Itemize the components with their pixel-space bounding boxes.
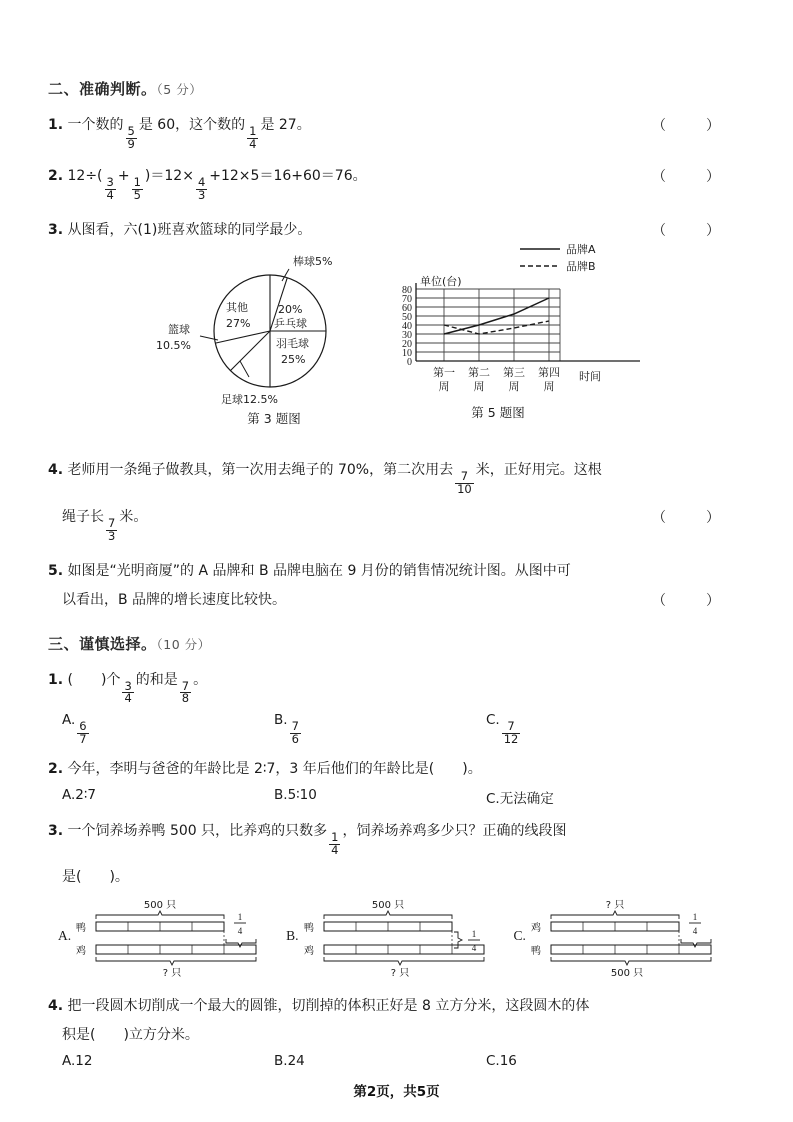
question-text: 12÷( xyxy=(67,168,103,185)
fraction-6-7: $\frac{6}{7}$ xyxy=(79,719,87,746)
question-judgement-4 xyxy=(48,460,733,543)
answer-blank[interactable]: （ ） xyxy=(652,118,733,134)
question-text: 把一段圆木切削成一个最大的圆锥，切削掉的体积正好是 8 立方分米，这段圆木的体 xyxy=(67,997,590,1014)
question-text[interactable]: ( )个 xyxy=(67,671,121,688)
question-judgement-5 xyxy=(48,561,733,611)
question-text-plus: + xyxy=(117,168,130,185)
section-title: 二、准确判断。 xyxy=(48,80,157,98)
line-chart-caption: 第 5 题图 xyxy=(471,404,525,420)
legend-label-brand-a: 品牌A xyxy=(566,242,596,256)
option-b[interactable] xyxy=(274,1053,486,1069)
pie-label-badminton: 羽毛球 xyxy=(276,336,309,350)
fraction-1-4: $\frac{1}{4}$ xyxy=(249,123,257,151)
section-score: （10 分） xyxy=(156,636,211,652)
option-label-b: B. xyxy=(286,927,299,943)
segment-extra-numerator: 1 xyxy=(471,928,476,939)
question-line-2[interactable] xyxy=(62,867,733,888)
svg-text:周: 周 xyxy=(543,379,555,393)
legend-label-brand-b: 品牌B xyxy=(566,259,596,273)
choice-options-1 xyxy=(62,712,733,745)
question-text: 一个饲养场养鸭 500 只，比养鸡的只数多 xyxy=(67,823,328,840)
pie-divider-basketball xyxy=(215,331,270,343)
question-text-line2: 积是( )立方分米。 xyxy=(62,1026,199,1043)
question-judgement-1 xyxy=(48,115,733,150)
line-chart xyxy=(378,237,718,409)
svg-text:周: 周 xyxy=(508,379,520,393)
question-text-mid: 的和是 xyxy=(135,671,178,688)
grid-lines xyxy=(416,289,560,361)
fraction-1-5: $\frac{1}{5}$ xyxy=(133,175,141,203)
fraction-1-4: $\frac{1}{4}$ xyxy=(331,830,339,858)
svg-text:周: 周 xyxy=(473,379,485,393)
fraction-7-12: $\frac{7}{12}$ xyxy=(503,719,519,746)
segment-row-label-bottom: 鸭 xyxy=(530,945,541,957)
option-label: B. xyxy=(274,1052,288,1069)
segment-figure-c xyxy=(529,898,737,980)
pie-label-other: 其他 xyxy=(226,300,248,314)
y-tick-labels xyxy=(402,285,412,368)
svg-text:第四: 第四 xyxy=(538,365,560,379)
question-choice-2 xyxy=(48,759,733,780)
question-text: 如图是“光明商厦”的 A 品牌和 B 品牌电脑在 9 月份的销售情况统计图。从图中可 xyxy=(67,562,571,579)
fraction-4-3: $\frac{4}{3}$ xyxy=(197,175,206,203)
svg-text:70: 70 xyxy=(402,293,412,305)
question-choice-1 xyxy=(48,670,733,705)
option-a[interactable] xyxy=(62,1053,274,1069)
option-text: 12 xyxy=(75,1052,93,1069)
question-line-2[interactable] xyxy=(62,1025,733,1046)
svg-text:10: 10 xyxy=(402,347,412,359)
svg-text:50: 50 xyxy=(402,311,412,323)
fraction-7-8: $\frac{7}{8}$ xyxy=(181,678,190,706)
segment-figure-b xyxy=(302,898,510,980)
segment-extra-numerator: 1 xyxy=(692,911,698,922)
question-number: 4. xyxy=(48,997,64,1014)
question-text-end: 米，正好用完。这根 xyxy=(475,461,602,478)
option-label-a: A. xyxy=(58,927,72,943)
question-number: 2. xyxy=(48,761,64,778)
option-a[interactable] xyxy=(62,787,274,807)
question-line-2 xyxy=(62,507,733,542)
section-title: 三、谨慎选择。 xyxy=(48,634,157,653)
fraction-7-10: $\frac{7}{10}$ xyxy=(457,468,472,496)
svg-text:40: 40 xyxy=(402,320,412,332)
section-score: （5 分） xyxy=(156,82,203,97)
question-text-end: 。 xyxy=(193,671,208,688)
x-tick-labels xyxy=(433,366,560,393)
question-text: 老师用一条绳子做教具，第一次用去绳子的 70%，第二次用去 xyxy=(67,461,454,478)
pie-label-football: 足球12.5% xyxy=(221,392,278,406)
fraction-5-9: $\frac{5}{9}$ xyxy=(127,123,135,151)
option-b[interactable] xyxy=(274,712,486,745)
pie-label-pingpong: 乒乓球 xyxy=(274,316,307,330)
svg-text:周: 周 xyxy=(438,379,450,393)
pie-label-badminton-value: 25% xyxy=(281,352,306,366)
segment-row-label-top: 鸭 xyxy=(303,922,314,934)
question-number: 1. xyxy=(48,117,64,133)
fraction-3-4: $\frac{3}{4}$ xyxy=(106,175,114,203)
line-chart-figure xyxy=(378,237,718,421)
y-axis-label: 单位(台) xyxy=(420,274,462,288)
pie-leader-baseball xyxy=(282,269,289,281)
pie-label-other-value: 27% xyxy=(226,316,251,330)
option-label-c: C. xyxy=(513,927,526,943)
segment-brace-top-label: 500 只 xyxy=(371,899,404,911)
option-label: B. xyxy=(274,712,288,729)
fraction-7-6: $\frac{7}{6}$ xyxy=(291,719,299,746)
option-a[interactable] xyxy=(62,712,274,745)
answer-blank[interactable]: （ ） xyxy=(652,222,733,239)
svg-text:0: 0 xyxy=(407,356,412,368)
question-number: 3. xyxy=(48,823,64,840)
pie-divider-football xyxy=(230,331,270,371)
question-choice-4 xyxy=(48,996,733,1046)
segment-diagram-b[interactable] xyxy=(286,898,509,980)
option-c[interactable] xyxy=(486,712,522,745)
pie-leader-football xyxy=(240,361,249,377)
pie-label-basketball: 篮球 xyxy=(168,322,190,336)
segment-diagrams-row xyxy=(58,898,733,980)
question-text-end: ，饲养场养鸡多少只？正确的线段图 xyxy=(342,823,567,840)
option-text: 24 xyxy=(287,1052,305,1069)
svg-text:第三: 第三 xyxy=(503,365,525,379)
question-number: 4. xyxy=(48,461,64,478)
option-c[interactable] xyxy=(486,1053,517,1069)
option-text: 2∶7 xyxy=(75,787,96,804)
segment-row-label-bottom: 鸡 xyxy=(303,945,314,957)
svg-text:第一: 第一 xyxy=(433,365,455,379)
x-axis-label: 时间 xyxy=(579,369,601,383)
segment-brace-top-label: 500 只 xyxy=(143,899,177,911)
figures-row xyxy=(48,242,733,430)
question-text-end: 是 27。 xyxy=(260,117,311,133)
svg-text:20: 20 xyxy=(402,338,412,350)
segment-extra-denominator: 4 xyxy=(237,925,243,936)
svg-text:30: 30 xyxy=(402,329,412,341)
question-number: 2. xyxy=(48,168,64,185)
series-line-brand-b xyxy=(444,321,549,334)
question-text: 从图看，六(1)班喜欢篮球的同学最少。 xyxy=(67,221,312,238)
answer-blank[interactable]: （ ） xyxy=(652,169,733,186)
segment-brace-bottom-label: ? 只 xyxy=(390,967,409,979)
svg-text:60: 60 xyxy=(402,302,412,314)
option-text: 无法确定 xyxy=(499,791,554,808)
question-text-line2: 以看出，B 品牌的增长速度比较快。 xyxy=(62,591,287,608)
question-text-line2: 是( )。 xyxy=(62,868,129,885)
question-text-line2: 绳子长 xyxy=(62,509,104,526)
option-c[interactable] xyxy=(486,787,554,807)
svg-text:第二: 第二 xyxy=(468,365,490,379)
answer-blank[interactable]: （ ） xyxy=(652,510,733,527)
question-number: 3. xyxy=(48,221,64,238)
segment-extra-numerator: 1 xyxy=(237,911,243,922)
pie-chart-figure xyxy=(148,245,408,427)
svg-text:80: 80 xyxy=(402,284,412,296)
choice-options-4 xyxy=(62,1053,733,1069)
segment-brace-bottom-label: ? 只 xyxy=(162,967,182,979)
question-choice-3 xyxy=(48,821,733,887)
question-text: 一个数的 xyxy=(67,117,124,133)
question-line-2 xyxy=(62,590,733,611)
question-text-line2-end: 米。 xyxy=(119,509,148,526)
question-text[interactable]: 今年，李明与爸爸的年龄比是 2∶7，3 年后他们的年龄比是( )。 xyxy=(67,761,482,778)
option-label: A. xyxy=(62,787,76,804)
segment-brace-bottom-label: 500 只 xyxy=(610,967,644,979)
page-footer: 第2页，共5页 xyxy=(353,1084,440,1100)
segment-brace-top-label: ? 只 xyxy=(605,899,625,911)
pie-label-basketball-value: 10.5% xyxy=(156,338,191,352)
section-heading-judgement xyxy=(48,78,733,99)
section-heading-choice xyxy=(48,633,733,654)
fraction-7-3: $\frac{7}{3}$ xyxy=(108,516,116,543)
pie-leader-basketball xyxy=(200,336,218,340)
option-text: 16 xyxy=(499,1052,517,1069)
option-label: C. xyxy=(486,712,500,729)
question-text-mid: 是 60，这个数的 xyxy=(138,117,246,133)
pie-label-baseball: 棒球5% xyxy=(293,254,333,268)
option-label: C. xyxy=(486,791,500,808)
segment-row-label-top: 鸡 xyxy=(530,922,541,934)
segment-row-label-top: 鸭 xyxy=(76,922,87,934)
option-b[interactable] xyxy=(274,787,486,807)
option-text: 5∶10 xyxy=(287,787,317,804)
answer-blank[interactable]: （ ） xyxy=(652,592,733,609)
question-number: 1. xyxy=(48,671,64,688)
segment-figure-a xyxy=(74,898,282,980)
segment-extra-denominator: 4 xyxy=(692,925,698,936)
segment-extra-denominator: 4 xyxy=(471,942,476,953)
option-label: B. xyxy=(274,787,288,804)
segment-diagram-a[interactable] xyxy=(58,898,282,980)
option-label: C. xyxy=(486,1052,500,1069)
option-label: A. xyxy=(62,1052,76,1069)
segment-diagram-c[interactable] xyxy=(514,898,737,980)
question-text-mid: )＝12× xyxy=(144,168,194,185)
pie-chart xyxy=(148,245,408,407)
choice-options-2 xyxy=(62,787,733,807)
question-text-end: +12×5＝16+60＝76。 xyxy=(209,168,367,185)
option-label: A. xyxy=(62,712,76,729)
question-number: 5. xyxy=(48,562,64,579)
question-judgement-2 xyxy=(48,166,733,201)
pie-chart-caption: 第 3 题图 xyxy=(247,410,301,426)
pie-label-pingpong-value: 20% xyxy=(278,302,303,316)
fraction-3-4: $\frac{3}{4}$ xyxy=(124,678,132,706)
segment-row-label-bottom: 鸡 xyxy=(76,945,87,957)
